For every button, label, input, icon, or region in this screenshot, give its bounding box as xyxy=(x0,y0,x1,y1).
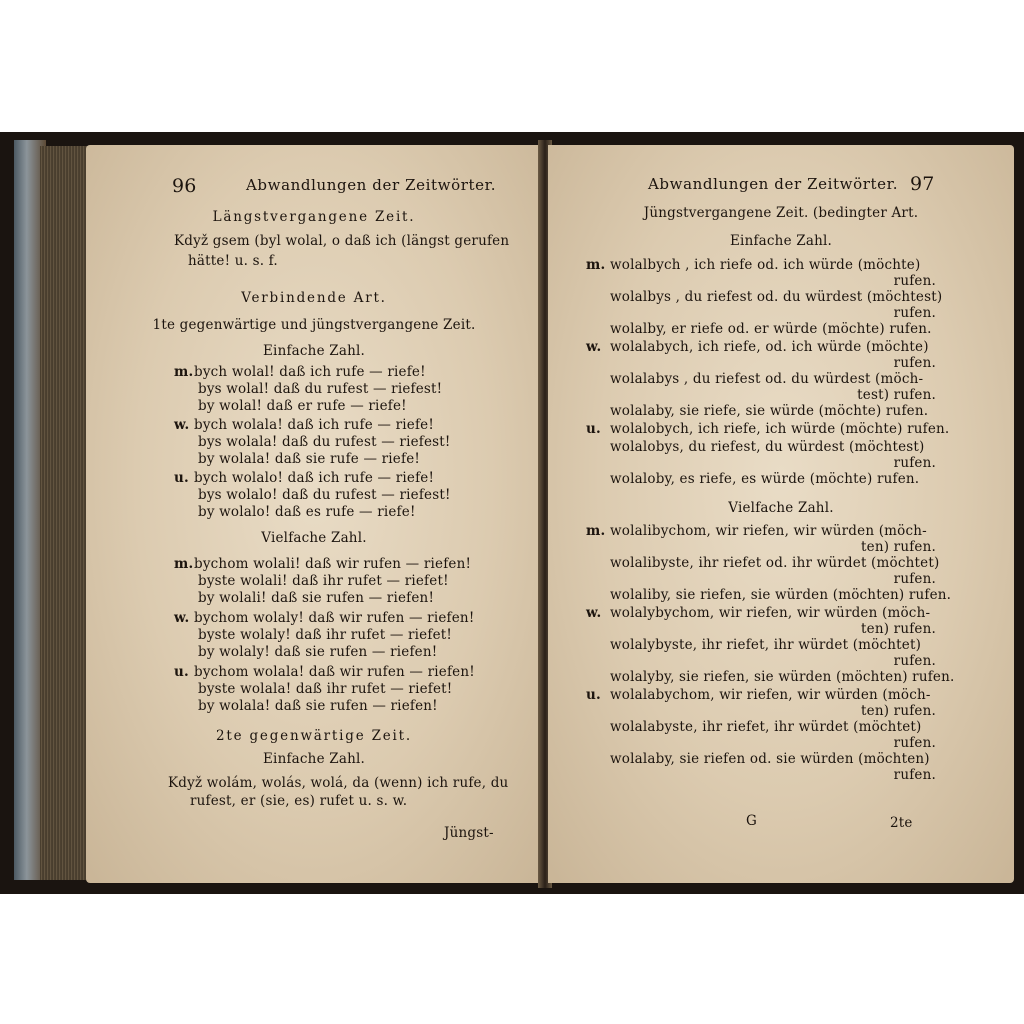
gender-label: m. xyxy=(174,556,194,572)
text-continuation: rufen. xyxy=(893,355,936,371)
plural-heading: Vielfache Zahl. xyxy=(261,530,367,546)
text-line: by wolali! daß sie rufen — riefen! xyxy=(198,590,435,606)
page-edges xyxy=(40,146,88,880)
text-line: bychom wolala! daß wir rufen — riefen! xyxy=(194,664,475,680)
gender-label: m. xyxy=(586,257,606,273)
text-line: bychom wolali! daß wir rufen — riefen! xyxy=(194,556,472,572)
gender-label: w. xyxy=(174,417,190,433)
text-line: byste wolaly! daß ihr rufet — riefet! xyxy=(198,627,453,643)
subsection-title: 1te gegenwärtige und jüngstvergangene Zeit. xyxy=(152,317,476,333)
page-number: 96 xyxy=(172,175,197,197)
text-line: wolalaby, sie riefen od. sie würden (möchten) xyxy=(610,751,930,767)
text-line: by wolal! daß er rufe — riefe! xyxy=(198,398,407,414)
text-line: rufest, er (sie, es) rufet u. s. w. xyxy=(190,793,408,809)
text-line: wolalabyste, ihr riefet, ihr würdet (möchtet) xyxy=(610,719,922,735)
second-tense-title: 2te gegenwärtige Zeit. xyxy=(216,728,412,744)
right-page xyxy=(548,145,1014,883)
text-line: wolalabychom, wir riefen, wir würden (möch- xyxy=(610,687,931,703)
text-line: by wolalo! daß es rufe — riefe! xyxy=(198,504,416,520)
text-line: Když wolám, wolás, wolá, da (wenn) ich rufe, du xyxy=(168,775,509,791)
plural-heading: Vielfache Zahl. xyxy=(728,500,834,516)
text-line: wolalaby, sie riefe, sie würde (möchte) rufen. xyxy=(610,403,929,419)
text-line: Když gsem (byl wolal, o daß ich (längst gerufen xyxy=(174,233,510,249)
text-line: bych wolala! daß ich rufe — riefe! xyxy=(194,417,434,433)
text-line: wolaloby, es riefe, es würde (möchte) rufen. xyxy=(610,471,920,487)
gender-label: u. xyxy=(586,421,601,437)
text-line: wolalyby, sie riefen, sie würden (möchten) rufen. xyxy=(610,669,955,685)
text-line: wolalby, er riefe od. er würde (möchte) rufen. xyxy=(610,321,932,337)
text-line: byste wolali! daß ihr rufet — riefet! xyxy=(198,573,449,589)
text-continuation: rufen. xyxy=(893,273,936,289)
gender-label: u. xyxy=(586,687,601,703)
catchword: 2te xyxy=(890,815,913,831)
gender-label: w. xyxy=(586,605,602,621)
text-continuation: rufen. xyxy=(893,653,936,669)
text-line: hätte! u. s. f. xyxy=(188,253,278,269)
singular-heading: Einfache Zahl. xyxy=(730,233,832,249)
text-line: by wolala! daß sie rufe — riefe! xyxy=(198,451,421,467)
text-line: wolalybychom, wir riefen, wir würden (möch- xyxy=(610,605,931,621)
text-continuation: rufen. xyxy=(893,571,936,587)
gender-label: m. xyxy=(586,523,606,539)
text-line: bych wolalo! daß ich rufe — riefe! xyxy=(194,470,435,486)
text-line: wolalabys , du riefest od. du würdest (möch- xyxy=(610,371,924,387)
text-continuation: rufen. xyxy=(893,455,936,471)
text-line: by wolaly! daß sie rufen — riefen! xyxy=(198,644,438,660)
second-singular-heading: Einfache Zahl. xyxy=(263,751,365,767)
signature-mark: G xyxy=(746,813,757,829)
text-line: wolalobys, du riefest, du würdest (möchtest) xyxy=(610,439,925,455)
text-line: by wolala! daß sie rufen — riefen! xyxy=(198,698,438,714)
gender-label: u. xyxy=(174,470,189,486)
text-continuation: rufen. xyxy=(893,735,936,751)
text-line: bys wolal! daß du rufest — riefest! xyxy=(198,381,443,397)
text-line: wolalbych , ich riefe od. ich würde (möchte) xyxy=(610,257,921,273)
gender-label: w. xyxy=(174,610,190,626)
heading-past-perfect: Längstvergangene Zeit. xyxy=(212,209,416,225)
text-continuation: rufen. xyxy=(893,767,936,783)
text-line: wolalybyste, ihr riefet, ihr würdet (möchtet) xyxy=(610,637,922,653)
text-line: wolaliby, sie riefen, sie würden (möchten) rufen. xyxy=(610,587,952,603)
section-title: Verbindende Art. xyxy=(241,290,387,306)
running-head: Abwandlungen der Zeitwörter. xyxy=(246,176,497,194)
text-continuation: ten) rufen. xyxy=(861,621,936,637)
text-continuation: ten) rufen. xyxy=(861,703,936,719)
text-continuation: ten) rufen. xyxy=(861,539,936,555)
text-line: bychom wolaly! daß wir rufen — riefen! xyxy=(194,610,475,626)
text-line: bych wolal! daß ich rufe — riefe! xyxy=(194,364,426,380)
text-continuation: rufen. xyxy=(893,305,936,321)
text-continuation: test) rufen. xyxy=(857,387,936,403)
left-page xyxy=(86,145,542,883)
text-line: byste wolala! daß ihr rufet — riefet! xyxy=(198,681,453,697)
text-line: wolalobych, ich riefe, ich würde (möchte) rufen. xyxy=(610,421,950,437)
text-line: bys wolala! daß du rufest — riefest! xyxy=(198,434,451,450)
singular-heading: Einfache Zahl. xyxy=(263,343,365,359)
text-line: wolalibychom, wir riefen, wir würden (möch- xyxy=(610,523,927,539)
running-head: Abwandlungen der Zeitwörter. xyxy=(648,175,899,193)
gender-label: m. xyxy=(174,364,194,380)
text-line: wolalibyste, ihr riefet od. ihr würdet (möchtet) xyxy=(610,555,940,571)
text-line: bys wolalo! daß du rufest — riefest! xyxy=(198,487,451,503)
text-line: wolalabych, ich riefe, od. ich würde (möchte) xyxy=(610,339,929,355)
catchword: Jüngst- xyxy=(444,825,494,841)
heading: Jüngstvergangene Zeit. (bedingter Art. xyxy=(643,205,919,221)
gender-label: u. xyxy=(174,664,189,680)
text-line: wolalbys , du riefest od. du würdest (möchtest) xyxy=(610,289,943,305)
gender-label: w. xyxy=(586,339,602,355)
page-number: 97 xyxy=(910,173,935,195)
